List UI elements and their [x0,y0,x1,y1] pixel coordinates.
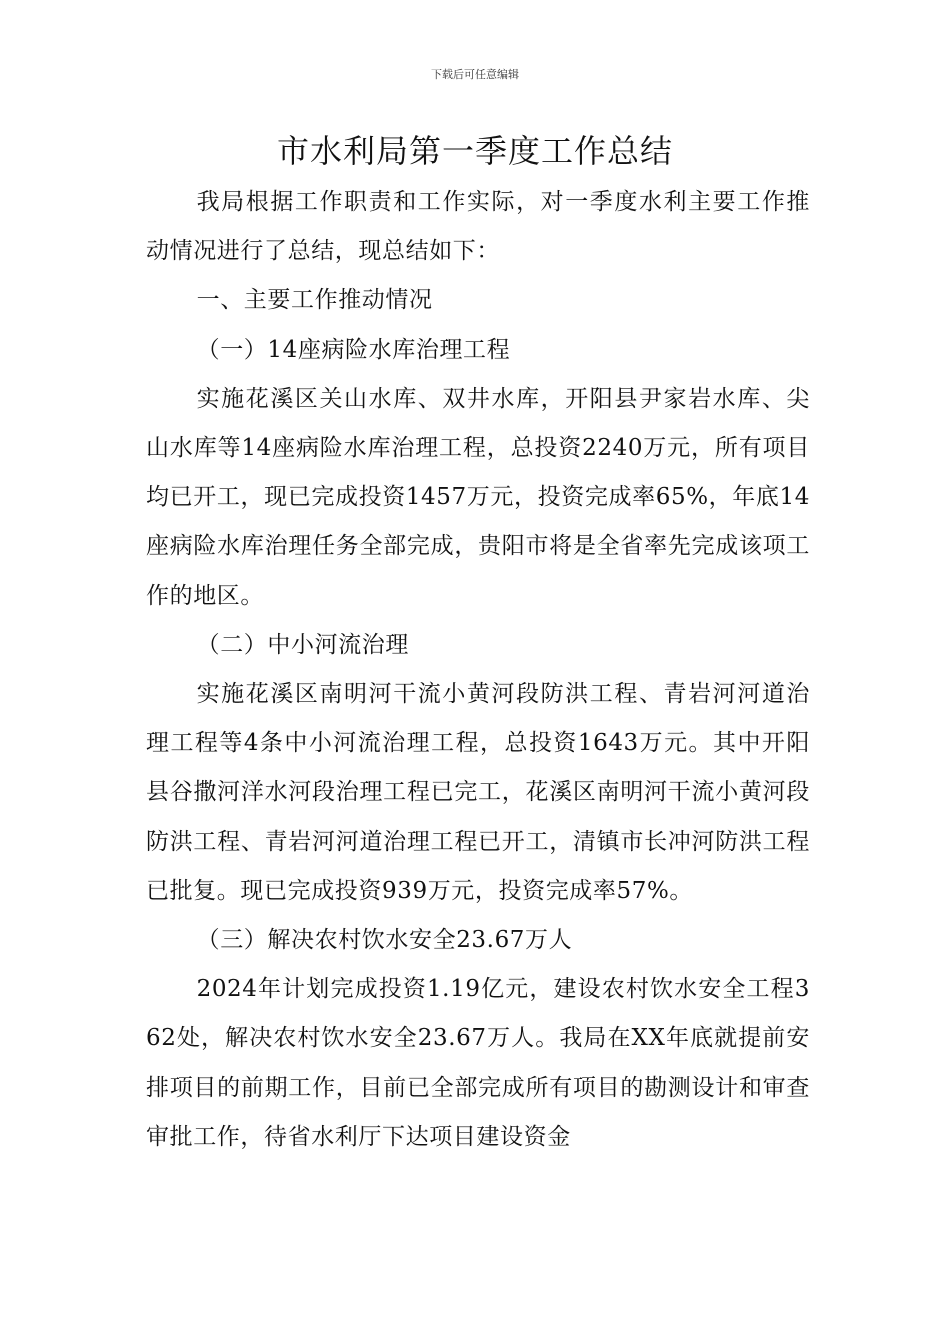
subheading-reservoir: （一）14座病险水库治理工程 [196,336,511,363]
paragraph-reservoir: 实施花溪区关山水库、双井水库，开阳县尹家岩水库、尖山水库等14座病险水库治理工程，总投资2240万元，所有项目均已开工，现已完成投资1457万元，投资完成率65%，年底14座病险水库治理任务全部完成，贵阳市将是全省率先完成该项工作的地区。 [146,385,810,609]
document-title: 市水利局第一季度工作总结 [276,132,673,170]
document-body [146,178,810,1162]
subheading-river: （二）中小河流治理 [196,631,409,658]
section-heading-main-work: 一、主要工作推动情况 [196,287,433,314]
intro-paragraph: 我局根据工作职责和工作实际，对一季度水利主要工作推动情况进行了总结，现总结如下： [146,189,810,265]
subheading-drinking-water: （三）解决农村饮水安全23.67万人 [196,927,573,954]
paragraph-drinking-water: 2024年计划完成投资1.19亿元，建设农村饮水安全工程362处，解决农村饮水安全23.67万人。我局在XX年底就提前安排项目的前期工作，目前已全部完成所有项目的勘测设计和审查审批工作，待省水利厅下达项目建设资金 [146,976,810,1150]
header-note: 下载后可任意编辑 [431,68,519,81]
paragraph-river: 实施花溪区南明河干流小黄河段防洪工程、青岩河河道治理工程等4条中小河流治理工程，总投资1643万元。其中开阳县谷撒河洋水河段治理工程已完工，花溪区南明河干流小黄河段防洪工程、青岩河河道治理工程已开工，清镇市长冲河防洪工程已批复。现已完成投资939万元，投资完成率57%。 [146,681,810,904]
